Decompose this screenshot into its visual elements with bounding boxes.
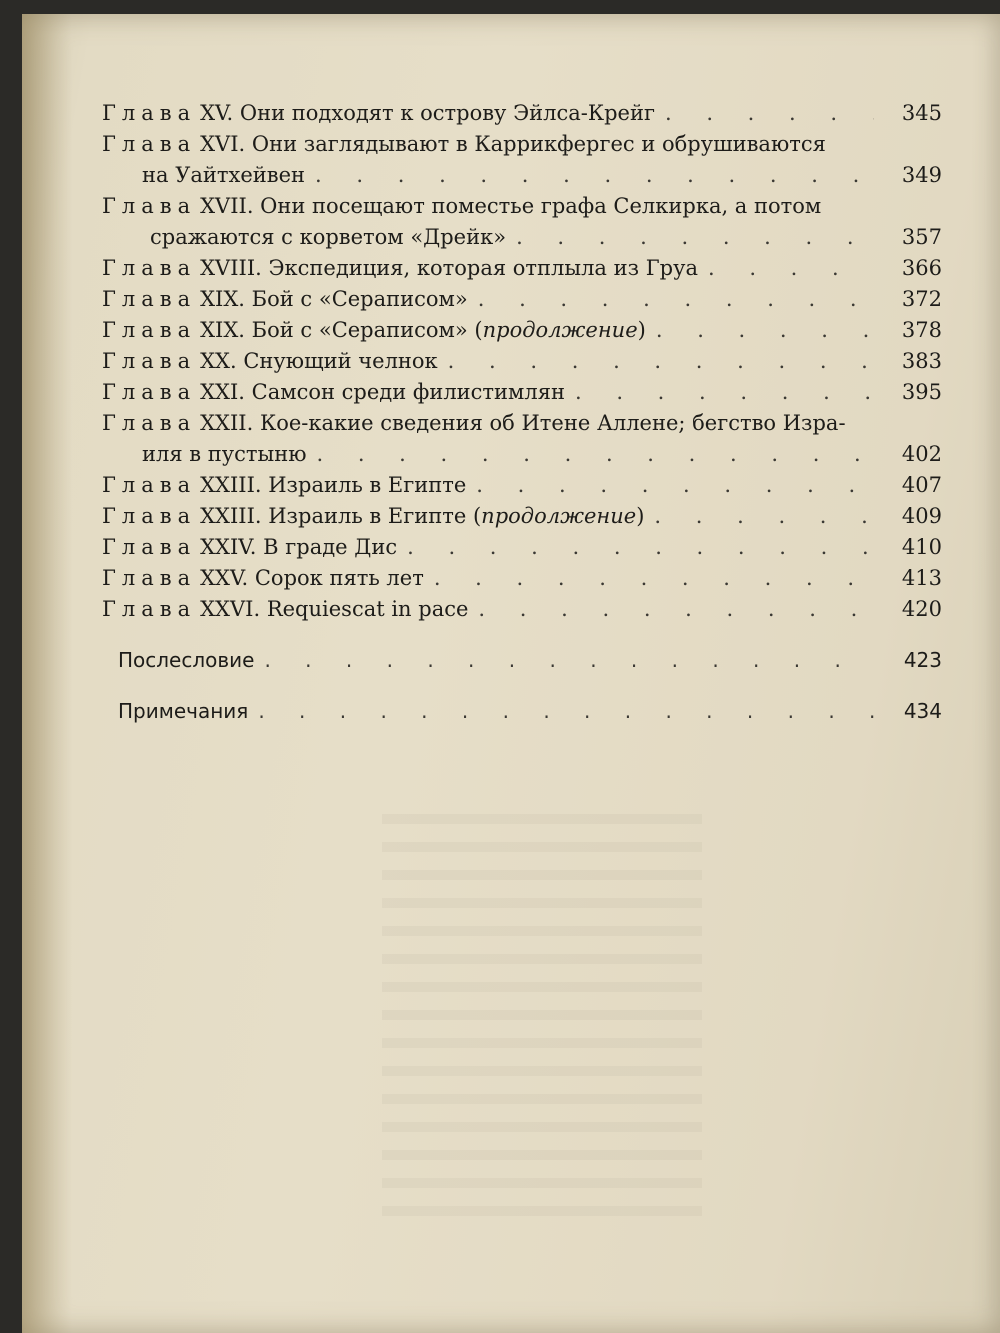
toc-entry <box>102 315 942 346</box>
leader-dots <box>476 470 874 501</box>
toc-entry <box>102 346 942 377</box>
chapter-word: Глава <box>102 380 197 404</box>
toc-entry <box>102 284 942 315</box>
chapter-word: Глава <box>102 349 197 373</box>
chapter-title: XX. Снующий челнок <box>200 349 438 373</box>
page-number: 378 <box>901 318 942 342</box>
chapter-title: XXI. Самсон среди филистимлян <box>200 380 565 404</box>
chapter-title: XIX. Бой с «Сераписом» (продолжение) <box>200 318 646 342</box>
toc-entry <box>102 98 942 129</box>
spine-shadow <box>22 14 72 1333</box>
toc-entry <box>102 470 942 501</box>
page-number: 366 <box>901 256 942 280</box>
chapter-title: XVII. Они посещают поместье графа Селкирка, а потом <box>200 194 822 218</box>
toc-entry <box>102 191 942 253</box>
page-number: 409 <box>901 504 942 528</box>
toc-entry <box>102 129 942 191</box>
bleed-through-texture <box>382 814 702 1234</box>
leader-dots <box>448 346 874 377</box>
page-number: 372 <box>901 287 942 311</box>
toc-entry <box>102 563 942 594</box>
chapter-title: XIX. Бой с «Сераписом» <box>200 287 468 311</box>
leader-dots <box>665 98 874 129</box>
continuation-note: продолжение <box>482 318 638 342</box>
leader-dots <box>315 160 874 191</box>
page-number: 423 <box>903 648 942 672</box>
chapter-title-continued: сражаются с корветом «Дрейк» <box>150 225 507 249</box>
chapter-word: Глава <box>102 597 197 621</box>
page-number: 357 <box>901 225 942 249</box>
leader-dots <box>316 439 874 470</box>
chapter-word: Глава <box>102 101 197 125</box>
chapter-title: XXIV. В граде Дис <box>200 535 398 559</box>
chapter-title: XVI. Они заглядывают в Каррикфергес и обрушиваются <box>200 132 826 156</box>
leader-dots <box>434 563 874 594</box>
leader-dots <box>654 501 874 532</box>
chapter-title: XXVI. Requiescat in pace <box>200 597 469 621</box>
notes-label: Примечания <box>118 699 249 723</box>
chapter-title: XVIII. Экспедиция, которая отплыла из Груа <box>200 256 698 280</box>
page-number: 345 <box>901 101 942 125</box>
page-number: 402 <box>901 442 942 466</box>
chapter-word: Глава <box>102 535 197 559</box>
chapter-title-continued: на Уайтхейвен <box>142 163 306 187</box>
chapter-word: Глава <box>102 132 197 156</box>
toc-entry-notes <box>102 696 942 727</box>
continuation-note: продолжение <box>481 504 637 528</box>
toc-entry <box>102 408 942 470</box>
chapter-title: XXV. Сорок пять лет <box>200 566 424 590</box>
chapter-title-continued: иля в пустыню <box>142 442 307 466</box>
leader-dots <box>478 284 874 315</box>
toc-entry <box>102 532 942 563</box>
leader-dots <box>656 315 874 346</box>
chapter-word: Глава <box>102 566 197 590</box>
page-number: 349 <box>901 163 942 187</box>
toc-entry-afterword <box>102 645 942 676</box>
chapter-word: Глава <box>102 194 197 218</box>
chapter-title: XV. Они подходят к острову Эйлса-Крейг <box>200 101 655 125</box>
book-page <box>22 14 1000 1333</box>
leader-dots <box>264 645 874 676</box>
chapter-word: Глава <box>102 256 197 280</box>
page-number: 395 <box>901 380 942 404</box>
chapter-title: XXII. Кое-какие сведения об Итене Аллене; бегство Изра- <box>200 411 846 435</box>
toc-entry <box>102 253 942 284</box>
leader-dots <box>478 594 874 625</box>
chapter-word: Глава <box>102 411 197 435</box>
chapter-word: Глава <box>102 287 197 311</box>
chapter-title: XXIII. Израиль в Египте (продолжение) <box>200 504 645 528</box>
page-number: 407 <box>901 473 942 497</box>
toc-entry <box>102 594 942 625</box>
chapter-word: Глава <box>102 504 197 528</box>
leader-dots <box>708 253 874 284</box>
leader-dots <box>258 696 874 727</box>
page-number: 434 <box>903 699 942 723</box>
leader-dots <box>516 222 874 253</box>
page-number: 420 <box>901 597 942 621</box>
page-number: 413 <box>901 566 942 590</box>
chapter-word: Глава <box>102 318 197 342</box>
toc-entry <box>102 377 942 408</box>
leader-dots <box>575 377 874 408</box>
toc-entry <box>102 501 942 532</box>
leader-dots <box>407 532 874 563</box>
chapter-title: XXIII. Израиль в Египте <box>200 473 467 497</box>
chapter-word: Глава <box>102 473 197 497</box>
table-of-contents <box>102 98 942 727</box>
page-number: 383 <box>901 349 942 373</box>
afterword-label: Послесловие <box>118 648 255 672</box>
page-number: 410 <box>901 535 942 559</box>
